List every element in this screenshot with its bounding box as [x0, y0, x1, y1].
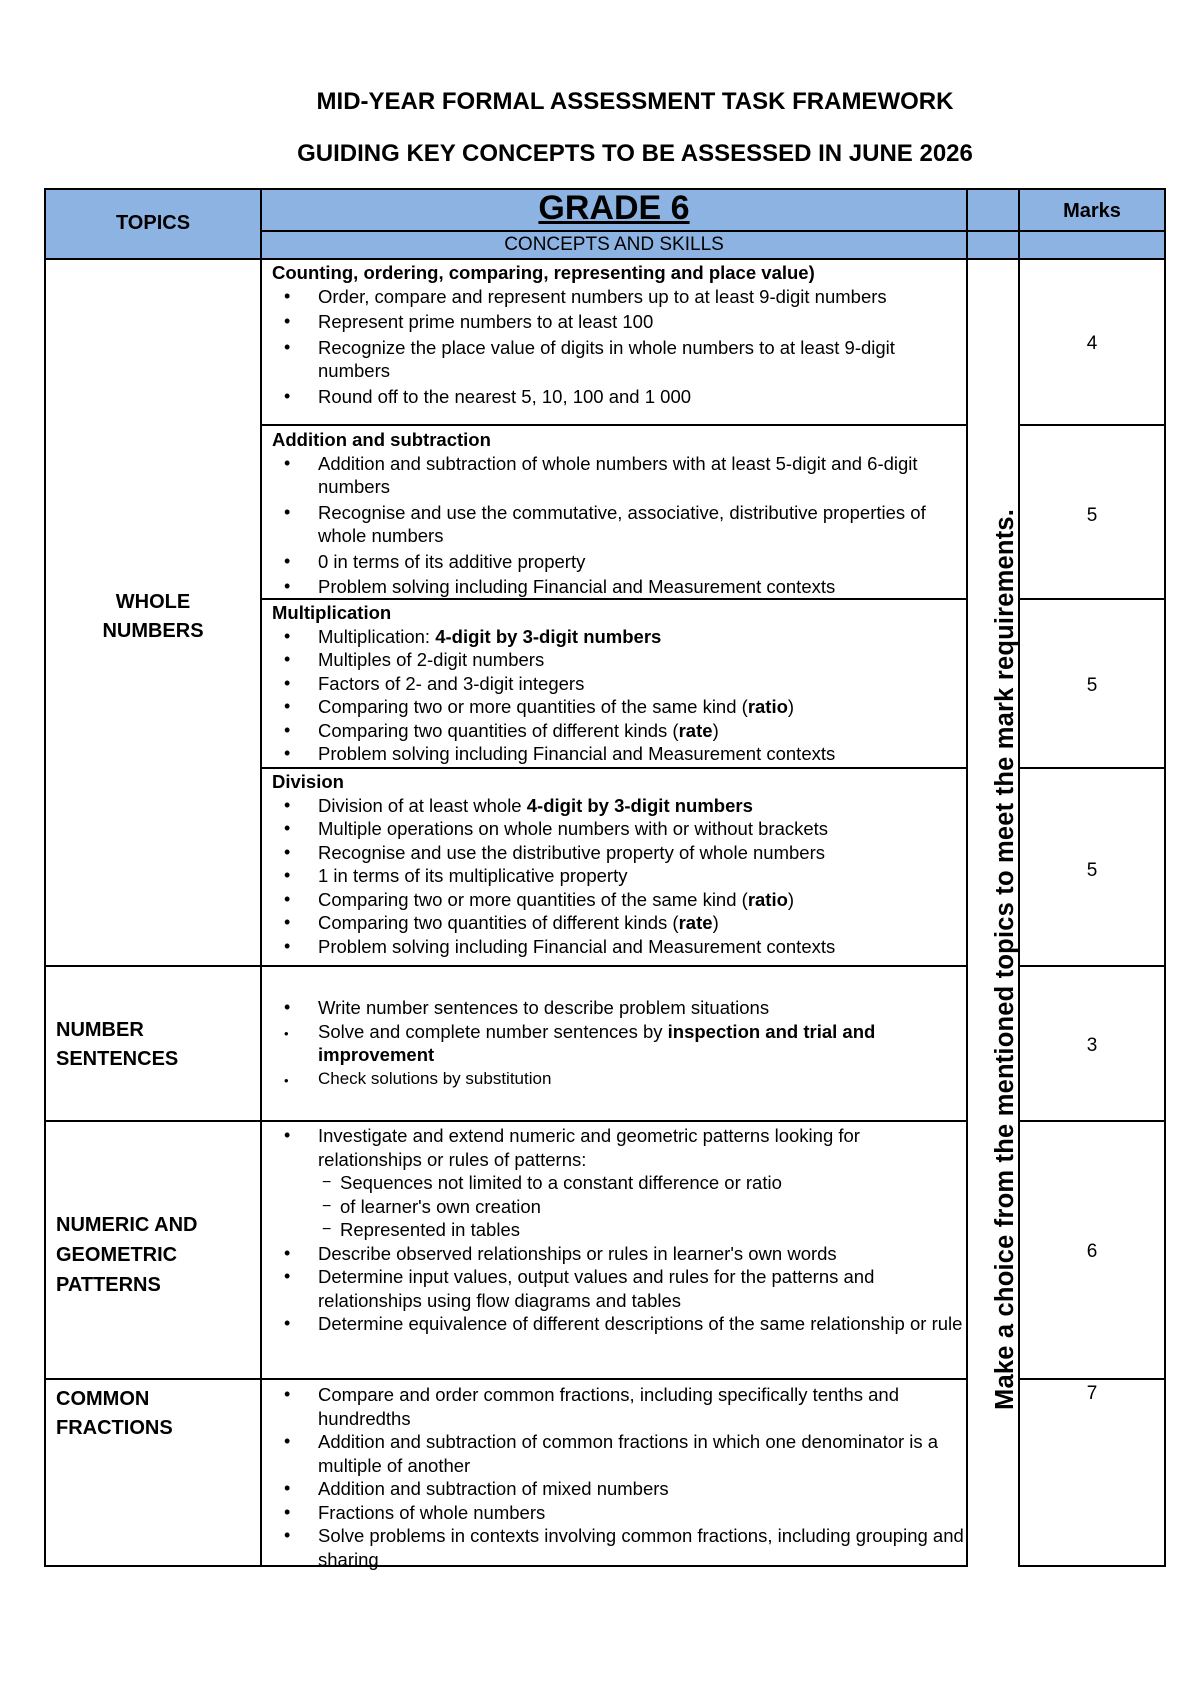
list-item: • Addition and subtraction of common fractions in which one denominator is a multiple of another	[272, 1430, 967, 1477]
list-item: • 1 in terms of its multiplicative property	[272, 864, 967, 888]
section-multiplication	[272, 601, 967, 766]
section-title: Multiplication	[272, 602, 392, 623]
list-item: • 0 in terms of its additive property	[272, 550, 967, 574]
page-subtitle: GUIDING KEY CONCEPTS TO BE ASSESSED IN JUNE 2026	[297, 140, 973, 167]
section-number-sentences	[272, 996, 967, 1090]
topic-numeric-geometric-patterns: NUMERIC AND GEOMETRIC PATTERNS	[56, 1214, 198, 1296]
list-item: • Problem solving including Financial and Measurement contexts	[272, 935, 967, 959]
marks-value: 6	[1086, 1241, 1098, 1262]
row-divider	[1019, 598, 1166, 600]
row-divider	[261, 767, 967, 769]
header-concepts: CONCEPTS AND SKILLS	[504, 234, 724, 255]
section-title: Addition and subtraction	[272, 429, 491, 450]
list-item: • Describe observed relationships or rules in learner's own words	[272, 1242, 967, 1266]
section-addition	[272, 428, 967, 599]
list-item: • Write number sentences to describe problem situations	[272, 996, 967, 1020]
list-item: • Problem solving including Financial and Measurement contexts	[272, 575, 967, 599]
list-item: • Compare and order common fractions, including specifically tenths and hundredths	[272, 1383, 967, 1430]
table-bottom-border	[1019, 1565, 1166, 1567]
list-item: • Recognize the place value of digits in whole numbers to at least 9-digit numbers	[272, 336, 967, 383]
list-item: • Fractions of whole numbers	[272, 1501, 967, 1525]
list-item: • Comparing two or more quantities of the same kind (ratio)	[272, 695, 967, 719]
list-item: • Order, compare and represent numbers up to at least 9-digit numbers	[272, 285, 967, 309]
marks-value: 4	[1086, 333, 1098, 354]
header-bottom-border	[44, 258, 1166, 260]
list-item: • Division of at least whole 4-digit by 3-digit numbers	[272, 794, 967, 818]
section-division	[272, 770, 967, 958]
section-counting	[272, 261, 967, 408]
row-divider	[1019, 965, 1166, 967]
section-fractions	[272, 1383, 967, 1571]
sub-list-item: − Sequences not limited to a constant difference or ratio	[272, 1171, 967, 1195]
header-background-gap	[967, 190, 1019, 259]
sub-list-item: − Represented in tables	[272, 1218, 967, 1242]
header-grade: GRADE 6	[538, 189, 690, 227]
list-item: • Comparing two or more quantities of the same kind (ratio)	[272, 888, 967, 912]
row-divider	[261, 424, 967, 426]
sub-list-item: − of learner's own creation	[272, 1195, 967, 1219]
row-divider	[1019, 1120, 1166, 1122]
list-item: • Determine equivalence of different descriptions of the same relationship or rule	[272, 1312, 967, 1336]
header-divider	[261, 230, 1166, 232]
header-marks: Marks	[1063, 200, 1121, 222]
row-divider	[44, 1378, 967, 1380]
list-item: • Recognise and use the distributive property of whole numbers	[272, 841, 967, 865]
marks-value: 5	[1086, 860, 1098, 881]
list-item: • Multiplication: 4-digit by 3-digit numbers	[272, 625, 967, 649]
marks-value: 5	[1086, 675, 1098, 696]
page-title: MID-YEAR FORMAL ASSESSMENT TASK FRAMEWORK	[316, 88, 954, 115]
section-title: Division	[272, 771, 344, 792]
marks-value: 5	[1086, 505, 1098, 526]
list-item: • Addition and subtraction of mixed numbers	[272, 1477, 967, 1501]
vertical-note-text: Make a choice from the mentioned topics to meet the mark requirements.	[991, 508, 1019, 1410]
list-item: • Investigate and extend numeric and geometric patterns looking for relationships or rules of patterns:	[272, 1124, 967, 1171]
list-item: • Problem solving including Financial and Measurement contexts	[272, 742, 967, 766]
header-topics: TOPICS	[115, 212, 191, 234]
table-left-border	[44, 188, 46, 1567]
list-item: • Multiple operations on whole numbers with or without brackets	[272, 817, 967, 841]
list-item: • Check solutions by substitution	[272, 1067, 967, 1091]
list-item: • Represent prime numbers to at least 100	[272, 310, 967, 334]
topic-whole-numbers: WHOLE NUMBERS	[102, 591, 204, 642]
list-item: • Comparing two quantities of different kinds (rate)	[272, 719, 967, 743]
list-item: • Round off to the nearest 5, 10, 100 and 1 000	[272, 385, 967, 409]
marks-value: 3	[1086, 1035, 1098, 1056]
list-item: • Addition and subtraction of whole numbers with at least 5-digit and 6-digit numbers	[272, 452, 967, 499]
row-divider	[44, 1120, 967, 1122]
list-item: • Multiples of 2-digit numbers	[272, 648, 967, 672]
marks-value: 7	[1086, 1383, 1098, 1404]
section-patterns	[272, 1124, 967, 1336]
row-divider	[1019, 424, 1166, 426]
list-item: • Solve problems in contexts involving common fractions, including grouping and sharing	[272, 1524, 967, 1571]
list-item: • Recognise and use the commutative, associative, distributive properties of whole numbers	[272, 501, 967, 548]
list-item: • Solve and complete number sentences by inspection and trial and improvement	[272, 1020, 967, 1067]
list-item: • Factors of 2- and 3-digit integers	[272, 672, 967, 696]
list-item: • Comparing two quantities of different kinds (rate)	[272, 911, 967, 935]
topic-common-fractions: COMMON FRACTIONS	[56, 1388, 173, 1439]
row-divider	[1019, 1378, 1166, 1380]
column-divider	[260, 188, 262, 1567]
list-item: • Determine input values, output values and rules for the patterns and relationships using flow diagrams and tables	[272, 1265, 967, 1312]
topic-number-sentences: NUMBER SENTENCES	[56, 1019, 179, 1070]
section-title: Counting, ordering, comparing, representing and place value)	[272, 262, 815, 283]
row-divider	[44, 965, 967, 967]
row-divider	[1019, 767, 1166, 769]
